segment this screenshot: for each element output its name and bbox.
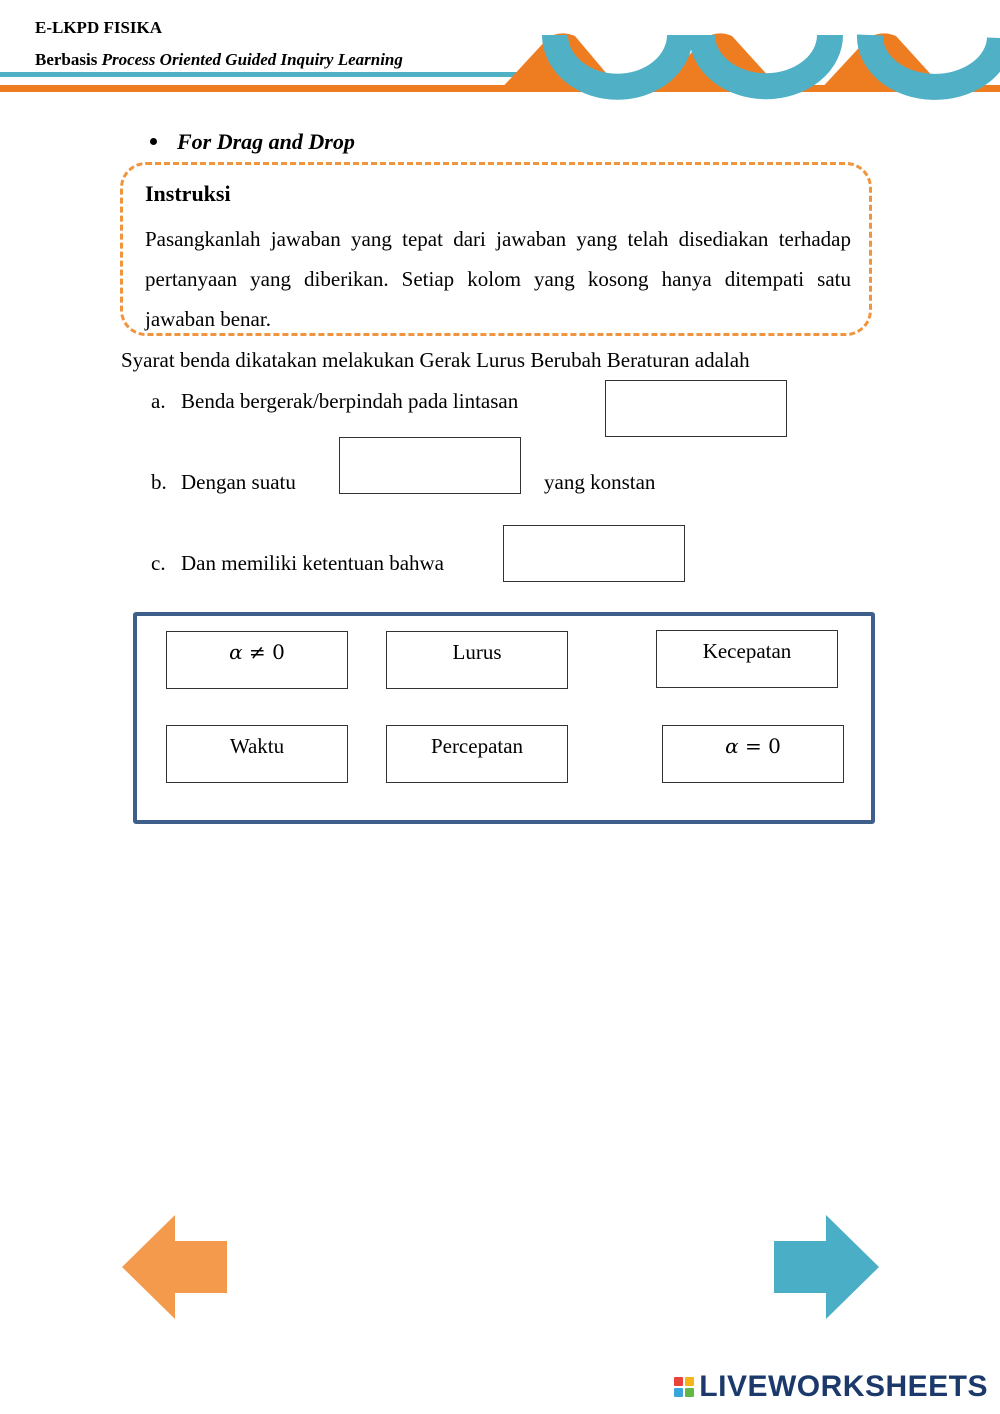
header-teal-arcs [555,35,1000,87]
item-c-text: Dan memiliki ketentuan bahwa [181,551,445,575]
item-a-text: Benda bergerak/berpindah pada lintasan [181,389,519,413]
option-lurus[interactable]: Lurus [386,631,568,689]
bullet-icon [150,138,157,145]
header-subtitle-prefix: Berbasis [35,50,98,69]
header-subtitle-italic: Process Oriented Guided Inquiry Learning [101,50,403,69]
brand-logo [674,1370,988,1404]
arrow-left-icon[interactable] [122,1215,228,1321]
question-text: Syarat benda dikatakan melakukan Gerak Lurus Berubah Beraturan adalah [121,348,750,372]
liveworksheets-logo-icon [674,1377,694,1397]
item-b-suffix: yang konstan [544,470,656,494]
option-alpha-not-zero[interactable]: α ≠ 0 [166,631,348,689]
instruction-box [120,162,872,336]
item-b-text: Dengan suatu [181,470,296,494]
header-decoration [0,0,1000,100]
drop-zone-b[interactable] [339,437,521,494]
option-waktu[interactable]: Waktu [166,725,348,783]
item-c-marker: c. [151,551,166,575]
instruction-title: Instruksi [145,181,231,206]
brand-name: LIVEWORKSHEETS [699,1370,988,1403]
header-title: E-LKPD FISIKA [35,18,163,37]
drag-drop-label: For Drag and Drop [177,129,355,154]
option-alpha-zero[interactable]: α = 0 [662,725,844,783]
item-b-marker: b. [151,470,167,494]
item-a-marker: a. [151,389,166,413]
arrow-right-icon[interactable] [774,1215,880,1321]
drop-zone-c[interactable] [503,525,685,582]
option-percepatan[interactable]: Percepatan [386,725,568,783]
drag-drop-heading [150,129,355,155]
option-kecepatan[interactable]: Kecepatan [656,630,838,688]
header-line-teal [0,72,520,77]
instruction-body: Pasangkanlah jawaban yang tepat dari jawaban yang telah disediakan terhadap pertanyaan yang diberikan. Setiap kolom yang kosong hanya ditempati satu jawaban benar. [145,227,851,331]
drop-zone-a[interactable] [605,380,787,437]
